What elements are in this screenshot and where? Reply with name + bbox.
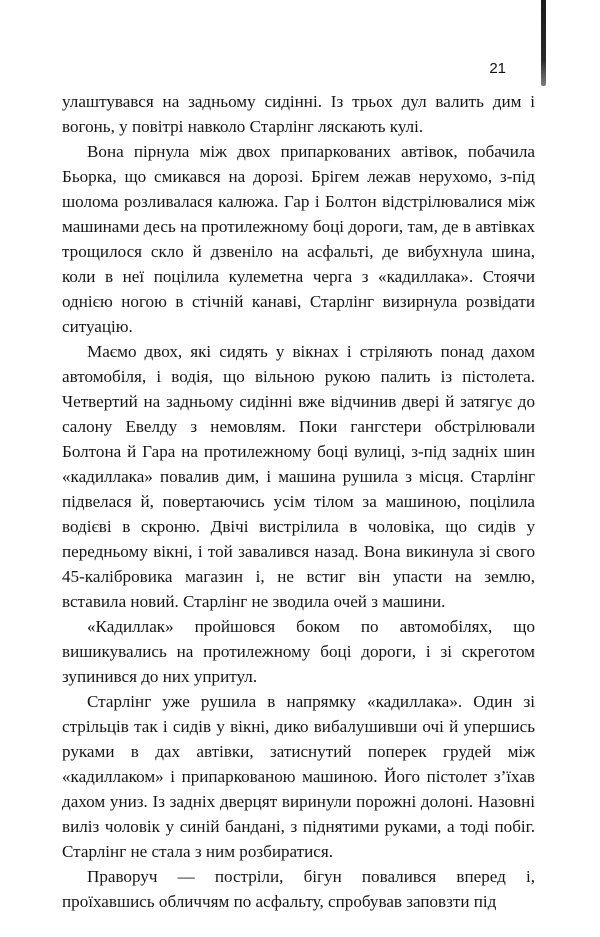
paragraph-2: Вона пірнула між двох припаркованих автівок, побачила Бьорка, що смикався на дорозі. Брігем лежав нерухомо, з-під шолома розливалася калюжа. Гар і Болтон відстрілювалися між машинами десь на протилежному боці дороги, там, де в автівках трощилося скло й дзвеніло на асфальті, де вибухнула шина, коли в неї поцілила кулеметна черга з «кадиллака». Стоячи однією ногою в стічній канаві, Старлінг визирнула розвідати ситуацію. xyxy=(62,142,535,336)
page-number: 21 xyxy=(489,60,506,77)
paragraph-1: улаштувався на задньому сидінні. Із трьох дул валить дим і вогонь, у повітрі навколо Старлінг ляскають кулі. xyxy=(62,92,535,136)
paragraph-3: Маємо двох, які сидять у вікнах і стріляють понад дахом автомобіля, і водія, що вільною рукою палить із пістолета. Четвертий на задньому сидінні вже відчинив двері й затягує до салону Евелду з немовлям. Поки гангстери обстрілювали Болтона й Гара на протилежному боці вулиці, з-під задніх шин «кадиллака» повалив дим, і машина рушила з місця. Старлінг підвелася й, повертаючись усім тілом за машиною, поцілила водієві в скроню. Двічі вистрілила в чоловіка, що сидів у передньому вікні, і той завалився назад. Вона викинула зі свого 45-калібровика магазин і, не встиг він упасти на землю, вставила новий. Старлінг не зводила очей з машини. xyxy=(62,342,535,611)
page-edge-mark xyxy=(541,0,546,86)
paragraph-5: Старлінг уже рушила в напрямку «кадиллака». Один зі стрільців так і сидів у вікні, дико вибалушивши очі й упершись руками в дах автівки, затиснутий поперек грудей між «кадиллаком» і припаркованою машиною. Його пістолет з’їхав дахом униз. Із задніх дверцят виринули порожні долоні. Назовні виліз чоловік у синій бандані, з піднятими руками, а тоді побіг. Старлінг не стала з ним розбиратися. xyxy=(62,692,535,861)
body-text xyxy=(62,89,535,914)
paragraph-4: «Кадиллак» пройшовся боком по автомобілях, що вишикувались на протилежному боці дороги, і зі скреготом зупинився до них упритул. xyxy=(62,617,535,686)
paragraph-6: Праворуч — постріли, бігун повалився вперед і, проїхавшись обличчям по асфальту, спробував заповзти під xyxy=(62,867,535,911)
